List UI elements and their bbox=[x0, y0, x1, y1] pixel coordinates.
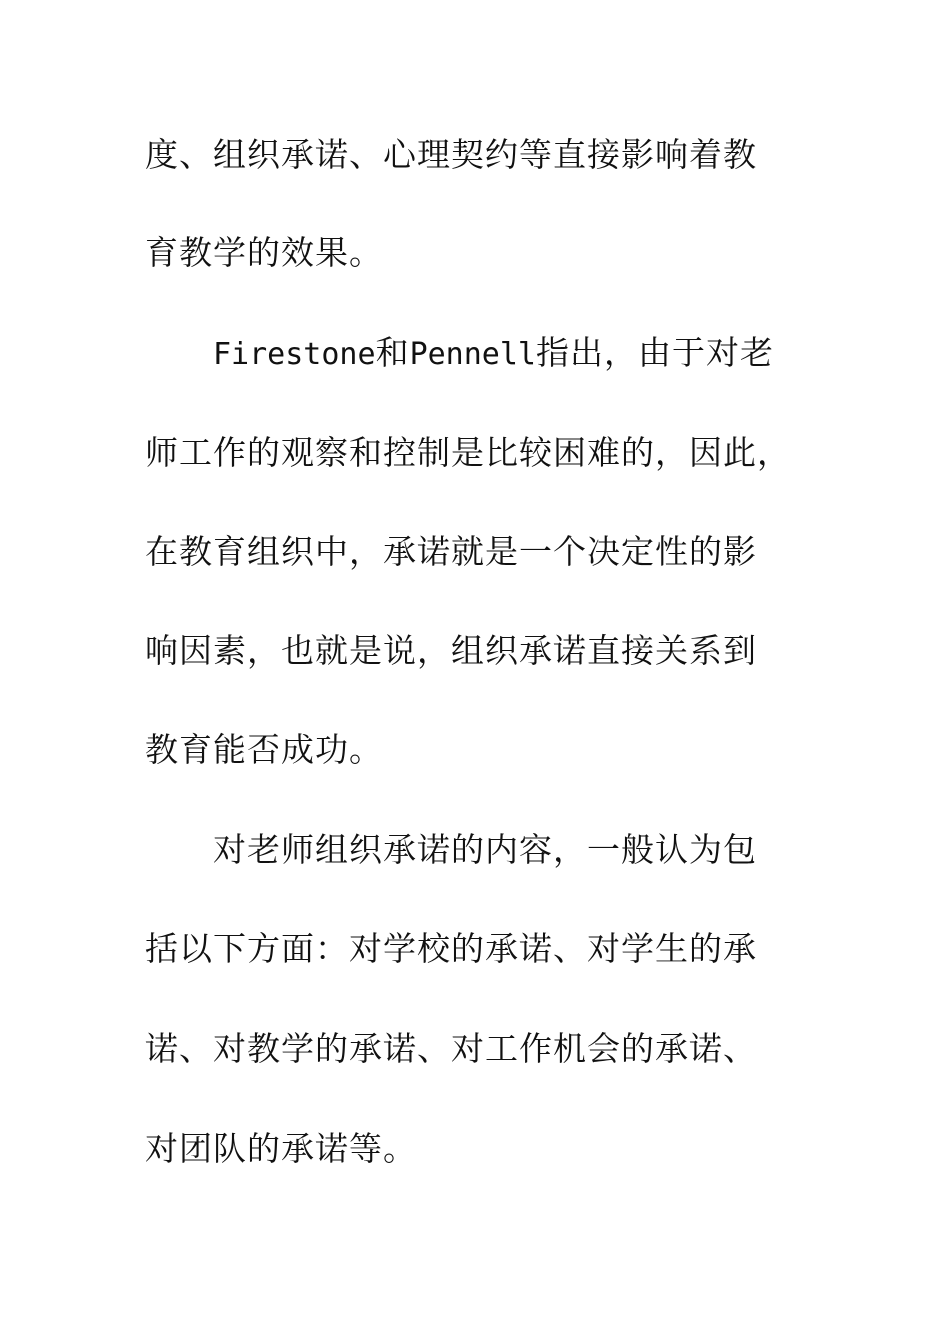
author-name-pennell: Pennell bbox=[409, 337, 536, 372]
paragraph-3-line-2: 括以下方面：对学校的承诺、对学生的承 bbox=[145, 929, 757, 968]
paragraph-2-line-2: 师工作的观察和控制是比较困难的，因此， bbox=[145, 433, 791, 472]
conjunction-text: 和 bbox=[375, 333, 410, 372]
paragraph-2-line-3: 在教育组织中，承诺就是一个决定性的影 bbox=[145, 532, 757, 571]
paragraph-3-line-1: 对老师组织承诺的内容，一般认为包 bbox=[213, 830, 757, 869]
paragraph-1-line-2: 育教学的效果。 bbox=[145, 233, 383, 272]
paragraph-3-line-3: 诺、对教学的承诺、对工作机会的承诺、 bbox=[145, 1029, 757, 1068]
author-name-firestone: Firestone bbox=[213, 337, 376, 372]
paragraph-2-line-1 bbox=[213, 333, 893, 375]
paragraph-2-line-5: 教育能否成功。 bbox=[145, 730, 383, 769]
paragraph-2-line-1-rest: 指出，由于对老 bbox=[536, 333, 774, 372]
paragraph-1-line-1: 度、组织承诺、心理契约等直接影响着教 bbox=[145, 135, 757, 174]
paragraph-3-line-4: 对团队的承诺等。 bbox=[145, 1129, 417, 1168]
paragraph-2-line-4: 响因素，也就是说，组织承诺直接关系到 bbox=[145, 631, 757, 670]
